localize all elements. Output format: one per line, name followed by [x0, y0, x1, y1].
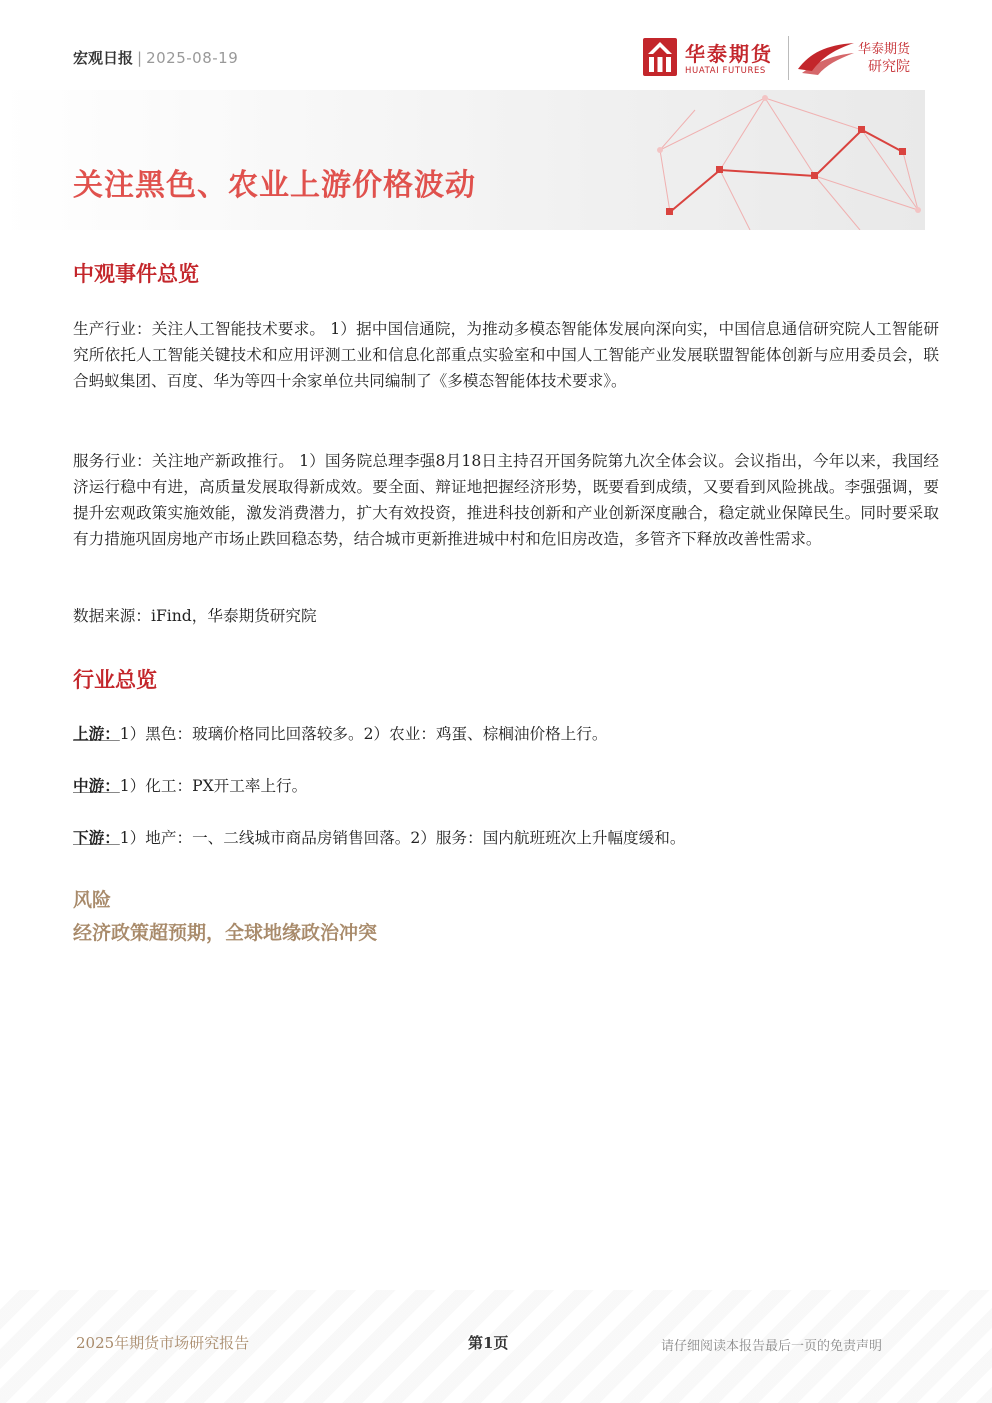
upstream-text: 1）黑色：玻璃价格同比回落较多。2）农业：鸡蛋、棕榈油价格上行。 — [119, 725, 608, 743]
footer-report-name: 2025年期货市场研究报告 — [76, 1334, 250, 1352]
logo-chinese-name: 华泰期货 — [685, 42, 773, 66]
midstream-line — [73, 774, 307, 796]
downstream-line — [73, 826, 685, 848]
downstream-label: 下游： — [73, 829, 120, 847]
research-institute-logo — [796, 36, 926, 80]
logo-english-name: HUATAI FUTURES — [685, 66, 766, 76]
midstream-label: 中游： — [73, 777, 120, 795]
paragraph-production: 生产行业：关注人工智能技术要求。 1）据中国信通院，为推动多模态智能体发展向深向实，中国信息通信研究院人工智能研究所依托人工智能关键技术和应用评测工业和信息化部重点实验室和中国人工智能产业发展联盟智能体创新与应用委员会，联合蚂蚁集团、百度、华为等四十余家单位共同编制了《多模态智能体技术要求》。 — [73, 320, 939, 390]
report-title: 关注黑色、农业上游价格波动 — [73, 168, 476, 203]
page-number: 第1页 — [468, 1334, 509, 1352]
research-name-line1: 华泰期货 — [858, 42, 911, 57]
data-source: 数据来源：iFind，华泰期货研究院 — [73, 607, 317, 625]
paragraph-services: 服务行业：关注地产新政推行。 1）国务院总理李强8月18日主持召开国务院第九次全体会议。会议指出，今年以来，我国经济运行稳中有进，高质量发展取得新成效。要全面、辩证地把握经济形势，既要看到成绩，又要看到风险挑战。李强强调，要提升宏观政策实施效能，激发消费潜力，扩大有效投资，推进科技创新和产业创新深度融合，稳定就业保障民生。同时要采取有力措施巩固房地产市场止跌回稳态势，结合城市更新推进城中村和危旧房改造，多管齐下释放改善性需求。 — [73, 452, 939, 548]
upstream-label: 上游： — [73, 725, 120, 743]
network-graphic-icon — [600, 90, 925, 230]
risk-text: 经济政策超预期，全球地缘政治冲突 — [73, 922, 378, 944]
huatai-futures-logo — [643, 38, 783, 80]
downstream-text: 1）地产：一、二线城市商品房销售回落。2）服务：国内航班班次上升幅度缓和。 — [119, 829, 686, 847]
section-heading-industry: 行业总览 — [73, 668, 157, 692]
report-date: 2025-08-19 — [146, 49, 239, 67]
upstream-line — [73, 722, 607, 744]
footer-disclaimer: 请仔细阅读本报告最后一页的免责声明 — [661, 1339, 883, 1354]
research-name-line2: 研究院 — [868, 59, 910, 75]
report-type: 宏观日报 — [73, 49, 134, 67]
risk-heading: 风险 — [73, 889, 112, 911]
research-swoosh-icon — [796, 39, 856, 75]
report-meta — [73, 47, 238, 68]
logo-divider — [788, 36, 789, 80]
huatai-logo-icon — [643, 38, 677, 76]
midstream-text: 1）化工：PX开工率上行。 — [119, 777, 308, 795]
meta-separator: | — [137, 49, 143, 67]
section-heading-events: 中观事件总览 — [73, 262, 199, 286]
